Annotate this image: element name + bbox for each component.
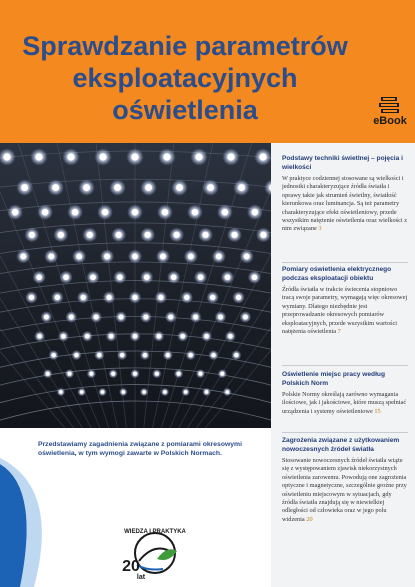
- ceiling-light: [119, 315, 124, 320]
- toc-heading-3: Oświetlenie miejsc pracy według Polskich Norm: [282, 371, 385, 387]
- ceiling-light: [162, 209, 169, 216]
- ceiling-light: [131, 153, 138, 160]
- ebook-badge: [369, 96, 411, 127]
- toc-section-2: [282, 266, 408, 336]
- ceiling-light: [63, 274, 69, 280]
- callout-text: Przedstawiamy zagadnienia związane z pomiarami okresowymi oświetlenia, w tym wymogi zawarte w Polskich Normach.: [38, 441, 242, 457]
- ceiling-light: [20, 254, 26, 260]
- ceiling-light: [202, 232, 208, 238]
- ceiling-light: [133, 372, 137, 376]
- ceiling-light: [211, 353, 215, 357]
- ceiling-light: [168, 315, 173, 320]
- ceiling-light: [234, 353, 238, 357]
- ceiling-light: [101, 390, 105, 394]
- ceiling-light: [59, 390, 63, 394]
- ceiling-light: [122, 390, 126, 394]
- toc-body-text-2: Źródła światła w trakcie świecenia stopniowo tracą swoje parametry, wymagają więc okresowej wymiany. Dlatego niezbędnie jest przeprowadzanie okresowych pomiarów eksploatacyjnych, przede wszystkim wartości natężenia oświetlenia: [282, 286, 408, 336]
- ceiling-light: [198, 372, 202, 376]
- toc-page-3: 15: [374, 407, 381, 415]
- ceiling-light: [236, 295, 241, 300]
- ceiling-light: [216, 254, 222, 260]
- ceiling-light: [81, 295, 86, 300]
- ceiling-light: [52, 353, 56, 357]
- ceiling-light: [207, 184, 214, 191]
- ceiling-light: [74, 353, 78, 357]
- ceiling-light: [69, 315, 74, 320]
- ceiling-light: [55, 295, 60, 300]
- toc-section-4: [282, 437, 408, 524]
- ceiling-light: [76, 254, 82, 260]
- ceiling-light: [220, 372, 224, 376]
- ceiling-light: [189, 353, 193, 357]
- toc-body-text-3: Polskie Normy określają zarówno wymagania ilościowe, jak i jakościowe, które muszą spełniać urządzenia i systemy oświetleniowe: [282, 391, 407, 415]
- ceiling-light: [83, 184, 90, 191]
- ceiling-light: [61, 334, 66, 339]
- ceiling-light: [252, 209, 259, 216]
- toc-body-text-1: W praktyce codziennej stosowane są wielkości i jednostki charakteryzujące źródła światła i oprawy takie jak strumień świetlny, światłość kierunkowa oraz luminancja. Są też parametry charakteryzujące efekt oświetleniowy, przede wszystkim natężenie oświetlenia oraz wielkości z nim związane: [282, 175, 408, 233]
- ceiling-light: [87, 232, 93, 238]
- page-title: [0, 30, 370, 126]
- ceiling-light: [104, 254, 110, 260]
- toc-body-text-4: Stosowanie nowoczesnych źródeł światła wiąże się z występowaniem zjawisk niekorzystnych oświetlenia zarowemu. Powodują one zagrożenia optyczne i magnetyczne, szczególnie groźne przy oświetleniu miejscowym w sytuacjach, gdy źródła światła znajdują się w niewielkiej odległości od człowieka oraz w jego polu widzenia: [282, 457, 407, 523]
- ceiling-light: [3, 153, 10, 160]
- ceiling-light: [117, 274, 123, 280]
- ceiling-light: [142, 390, 146, 394]
- ceiling-light: [243, 315, 248, 320]
- ceiling-light: [132, 254, 138, 260]
- ceiling-light: [44, 315, 49, 320]
- ceiling-light: [145, 184, 152, 191]
- ceiling-light: [42, 209, 49, 216]
- ceiling-light: [198, 274, 204, 280]
- ceiling-light: [46, 372, 50, 376]
- ceiling-light: [184, 390, 188, 394]
- ceiling-light: [35, 153, 42, 160]
- ceiling-light: [205, 390, 209, 394]
- ceiling-light: [143, 315, 148, 320]
- ceiling-light: [29, 232, 35, 238]
- ceiling-light: [145, 232, 151, 238]
- ceiling-light: [193, 315, 198, 320]
- ceiling-light: [228, 334, 233, 339]
- ceiling-light: [114, 184, 121, 191]
- toc-section-3: [282, 371, 408, 416]
- ceiling-light: [144, 274, 150, 280]
- ceiling-light: [158, 295, 163, 300]
- ebook-label: eBook: [373, 115, 407, 127]
- header-banner: [0, 0, 415, 143]
- toc-heading-2: Pomiary oświetlenia elektrycznego podczas eksploatacji obiektu: [282, 266, 392, 282]
- toc-divider-1: [282, 262, 408, 263]
- ceiling-light: [222, 209, 229, 216]
- ceiling-light: [180, 334, 185, 339]
- toc-body-1: [282, 175, 408, 234]
- ceiling-light: [210, 295, 215, 300]
- ceiling-light: [171, 274, 177, 280]
- toc-body-3: [282, 391, 408, 416]
- ceiling-light: [120, 353, 124, 357]
- toc-section-1: [282, 155, 408, 234]
- toc-body-2: [282, 286, 408, 336]
- ceiling-light: [89, 372, 93, 376]
- ceiling-light: [94, 315, 99, 320]
- toc-page-4: 20: [306, 515, 313, 523]
- ceiling-light: [72, 209, 79, 216]
- cover-photo-hall-lights: [0, 143, 271, 428]
- ceiling-light: [48, 254, 54, 260]
- books-stack-icon: [369, 96, 411, 114]
- logo-years-number: 20: [122, 558, 140, 575]
- ceiling-light: [231, 232, 237, 238]
- toc-page-1: 3: [318, 225, 322, 233]
- ceiling-light: [163, 390, 167, 394]
- toc-heading-4: Zagrożenia związane z użytkowaniem nowoczesnych źródeł światła: [282, 437, 400, 453]
- ceiling-light: [163, 153, 170, 160]
- ceiling-light: [97, 353, 101, 357]
- ceiling-light: [132, 295, 137, 300]
- toc-page-2: 7: [337, 328, 341, 336]
- ceiling-light: [192, 209, 199, 216]
- toc-heading-1: Podstawy techniki świetlnej – pojęcia i wielkości: [282, 155, 403, 171]
- ceiling-light: [116, 232, 122, 238]
- title-line-1: Sprawdzanie parametrów: [22, 31, 348, 61]
- ceiling-light: [166, 353, 170, 357]
- wiedza-i-praktyka-logo: [117, 523, 189, 581]
- ceiling-light: [188, 254, 194, 260]
- ceiling-light: [195, 153, 202, 160]
- ceiling-light: [67, 153, 74, 160]
- ceiling-light: [143, 353, 147, 357]
- ceiling-light: [155, 372, 159, 376]
- ceiling-light: [259, 153, 266, 160]
- logo-brand-text: WIEDZA I PRAKTYKA: [124, 529, 186, 535]
- ceiling-light: [132, 209, 139, 216]
- ceiling-light: [252, 274, 258, 280]
- ceiling-light: [227, 153, 234, 160]
- ceiling-light: [157, 334, 162, 339]
- ceiling-light: [177, 372, 181, 376]
- ceiling-light: [85, 334, 90, 339]
- ceiling-light: [260, 232, 266, 238]
- ceiling-light: [80, 390, 84, 394]
- ceiling-light: [226, 390, 230, 394]
- ceiling-light: [174, 232, 180, 238]
- ceiling-light: [109, 334, 114, 339]
- ceiling-light: [99, 153, 106, 160]
- ceiling-light: [160, 254, 166, 260]
- toc-body-4: [282, 457, 408, 524]
- ceiling-light: [204, 334, 209, 339]
- ceiling-light: [106, 295, 111, 300]
- ceiling-light: [52, 184, 59, 191]
- ceiling-light: [238, 184, 245, 191]
- toc-divider-3: [282, 432, 408, 433]
- ceiling-light: [68, 372, 72, 376]
- ceiling-light: [184, 295, 189, 300]
- ceiling-light: [36, 274, 42, 280]
- title-line-2: eksploatacyjnych: [72, 63, 298, 93]
- ceiling-light: [102, 209, 109, 216]
- ceiling-light: [133, 334, 138, 339]
- ceiling-light: [225, 274, 231, 280]
- ceiling-light: [176, 184, 183, 191]
- ceiling-light: [111, 372, 115, 376]
- ceiling-light: [90, 274, 96, 280]
- ceiling-light: [12, 209, 19, 216]
- ceiling-light: [29, 295, 34, 300]
- ceiling-light: [21, 184, 28, 191]
- ceiling-light: [244, 254, 250, 260]
- title-line-3: oświetlenia: [112, 95, 258, 125]
- logo-years-word: lat: [136, 574, 146, 581]
- ceiling-light: [37, 334, 42, 339]
- ceiling-light: [218, 315, 223, 320]
- ceiling-light: [58, 232, 64, 238]
- toc-divider-2: [282, 365, 408, 366]
